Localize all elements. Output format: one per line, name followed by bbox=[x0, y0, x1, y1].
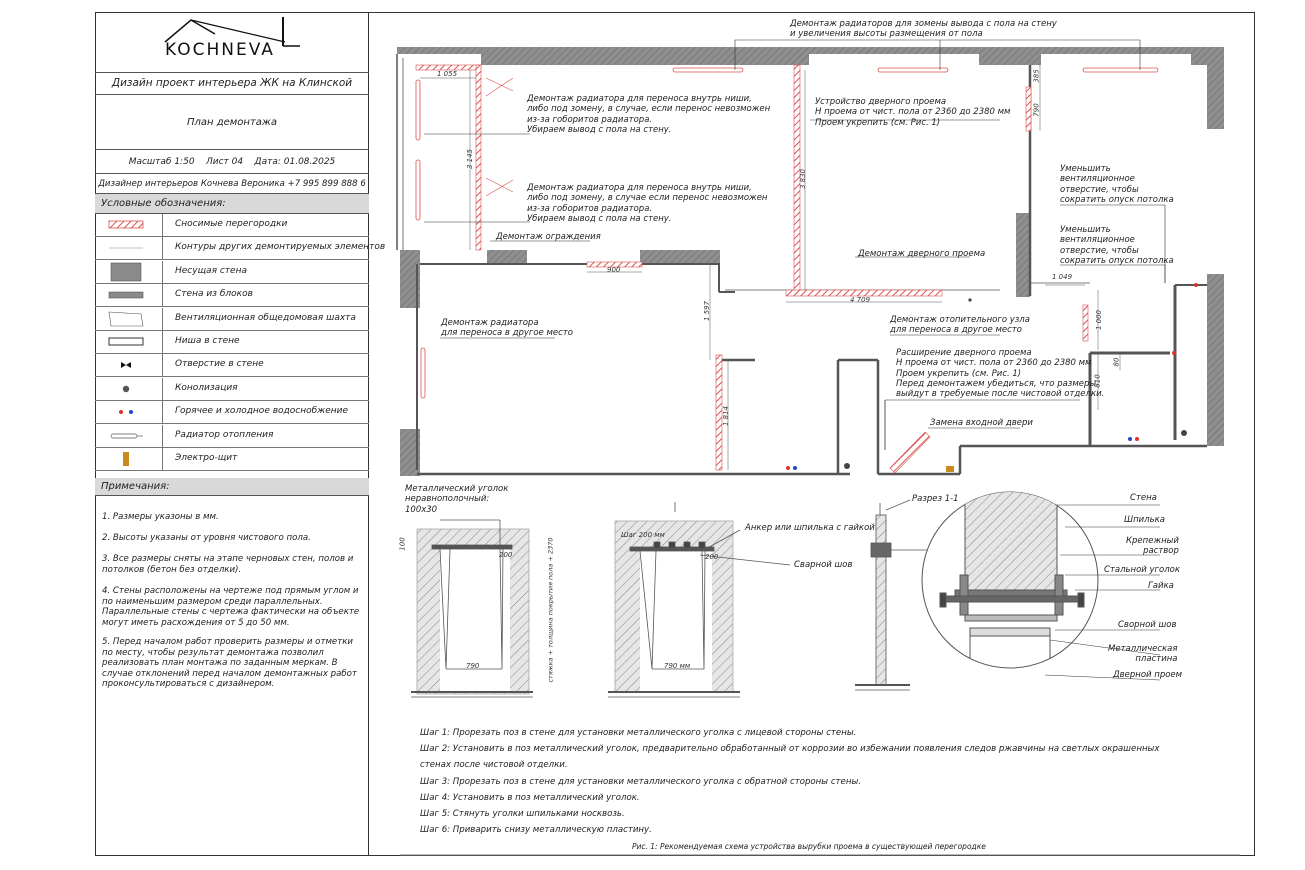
step-item: Шаг 4: Установить в поз металлический уголок. bbox=[420, 792, 640, 803]
ann-heating-node: Демонтаж отопительного узла для переноса в другое место bbox=[890, 315, 1030, 336]
dim-790: 790 bbox=[1032, 103, 1041, 117]
dim-1055: 1 055 bbox=[437, 70, 458, 78]
legend-label: Горячее и холодное водоснобжение bbox=[175, 406, 349, 417]
detail-steel-angle-label: Стальной уголок bbox=[1104, 565, 1180, 575]
project-title: Дизайн проект интерьера ЖК на Клинской bbox=[95, 72, 369, 95]
ann-vent-1: Уменьшить вентиляционное отверстие, чтобы сократить опуск потолка bbox=[1060, 164, 1174, 205]
dim-3145: 3 145 bbox=[466, 148, 475, 170]
step-item: Шаг 6: Приварить снизу металлическую пластину. bbox=[420, 825, 652, 836]
legend-label: Конолизация bbox=[175, 382, 238, 393]
legend-label: Ниша в стене bbox=[175, 336, 240, 346]
detail-plate-label: Металлическая пластина bbox=[1108, 644, 1178, 665]
detail-stud-label: Шпилька bbox=[1124, 515, 1165, 525]
dim-1049: 1 049 bbox=[1052, 273, 1073, 281]
ann-entrance-door: Замена входной двери bbox=[930, 418, 1033, 428]
ann-radiator-move: Демонтаж радиатора для переноса в другое место bbox=[441, 318, 573, 339]
detail-height-note: стяжка + толщина покрытия пола + 2370 bbox=[546, 537, 555, 683]
detail-dim-790: 790 bbox=[466, 662, 480, 670]
ann-radiators-top: Демонтаж радиаторов для зомены вывода с пола на стену и увеличения высоты размещения от пола bbox=[790, 19, 1057, 40]
dim-385: 385 bbox=[1032, 69, 1041, 83]
dim-810: 810 bbox=[1093, 374, 1102, 388]
sheet-name: План демонтажа bbox=[95, 95, 369, 150]
note-item: 1. Размеры указоны в мм. bbox=[102, 512, 219, 522]
detail-section-label: Разрез 1-1 bbox=[912, 494, 959, 504]
ann-door-demolish: Демонтаж дверного проема bbox=[858, 249, 986, 259]
step-item: Шаг 3: Прорезать поз в стене для установки металлического уголка с обратной стороны стены. bbox=[420, 776, 861, 787]
dim-1000: 1 000 bbox=[1095, 309, 1104, 331]
legend-label: Электро-щит bbox=[175, 453, 238, 463]
dim-900: 900 bbox=[607, 266, 621, 274]
detail-angle-front bbox=[411, 520, 533, 697]
legend-label: Радиатор отопления bbox=[175, 429, 274, 440]
notes-header: Примечания: bbox=[95, 478, 369, 496]
ann-radiator-niche-1: Демонтаж радиатора для переноса внутрь ниши, либо под зомену, в случае, если перенос невозможен из-за гоборитов радиатора. Убираем вывод с пола на стену. bbox=[527, 94, 771, 135]
designer-info: Дизайнер интерьеров Кочнева Вероника +7 995 899 888 6 bbox=[95, 174, 369, 194]
dim-1814: 1 814 bbox=[722, 405, 731, 427]
step-item: Шаг 2: Установить в поз металлический уголок, предварительно обработанный от коррозии во избежании появления следов ржавчины на светлых окрашенных bbox=[420, 744, 1160, 755]
legend-label: Сносимые перегородки bbox=[175, 219, 288, 229]
detail-mortar-label: Крепежный раствор bbox=[1126, 536, 1179, 557]
detail-dim-100: 100 bbox=[398, 537, 407, 551]
detail-dim-790mm: 790 мм bbox=[664, 662, 691, 670]
step-item: стенах после чистовой отделки. bbox=[420, 760, 568, 771]
ann-railing: Демонтаж ограждения bbox=[496, 232, 601, 242]
detail-anchor-label: Анкер или шпилька с гайкой bbox=[745, 523, 875, 533]
detail-angle-label: Металлический уголок неравнополочный: 100х30 bbox=[405, 484, 509, 515]
ann-door-opening-device: Устройство дверного проема H проема от чист. пола от 2360 до 2380 мм Проем укрепить (см. Рис. 1) bbox=[815, 97, 1011, 128]
legend-label: Несущая стена bbox=[175, 265, 247, 276]
dim-4709: 4 709 bbox=[850, 296, 871, 304]
legend-label: Вентиляционная общедомовая шахта bbox=[175, 312, 356, 323]
dim-80: 80 bbox=[1112, 357, 1121, 367]
step-item: Шаг 1: Прорезать поз в стене для установки металлического уголка с лицевой стороны стены. bbox=[420, 728, 857, 738]
logo-text: KOCHNEVA bbox=[165, 40, 275, 60]
note-item: 3. Все размеры сняты на этапе черновых стен, полов и потолков (бетон без отделки). bbox=[102, 554, 354, 575]
detail-step-200: Шаг 200 мм bbox=[621, 531, 665, 539]
sheet-meta: Масштаб 1:50 Лист 04 Дата: 01.08.2025 bbox=[95, 150, 369, 174]
note-item: 4. Стены расположены на чертеже под прямым углом и по наименьшим размером среди параллельных. Параллельные стены с чертежа фактически на объекте могут иметь расхождения от 5 до 50 мм. bbox=[102, 586, 360, 628]
dim-3830: 3 830 bbox=[799, 168, 808, 190]
detail-dim-200a: 200 bbox=[499, 551, 513, 559]
detail-wall-label: Стена bbox=[1130, 493, 1157, 503]
dim-1597: 1 597 bbox=[703, 300, 712, 322]
detail-nut-label: Гайка bbox=[1148, 581, 1174, 591]
legend-label: Контуры других демонтируемых элементов bbox=[175, 242, 386, 253]
ann-door-widen: Расширение дверного проема H проема от чист. пола от 2360 до 2380 мм Проем укрепить (см. Рис. 1) Перед демонтажем убедиться, что размеры выйдут в требуемые после чистовой отделки. bbox=[896, 348, 1105, 400]
note-item: 2. Высоты указаны от уровня чистового пола. bbox=[102, 533, 311, 543]
detail-weld2-label: Сворной шов bbox=[1118, 620, 1177, 630]
legend-label: Отверстие в стене bbox=[175, 359, 264, 370]
detail-weld-label: Сварной шов bbox=[794, 560, 853, 570]
detail-doorway-label: Дверной проем bbox=[1113, 670, 1183, 680]
step-item: Шаг 5: Стянуть уголки шпильками носквозь. bbox=[420, 809, 625, 819]
legend-label: Стена из блоков bbox=[175, 289, 253, 300]
figure-caption: Рис. 1: Рекомендуемая схема устройства вырубки проема в существующей перегородке bbox=[632, 842, 986, 851]
note-item: 5. Перед началом работ проверить размеры и отметки по месту, чтобы результат демонтажа позволил реализовать план монтажа по заданным меркам. В случае отклонений перед началом демонтажных работ проконсультироваться с дизайнером. bbox=[102, 637, 357, 689]
ann-radiator-niche-2: Демонтаж радиатора для переноса внутрь ниши, либо под зомену, в случае если перенос невозможен из-за гоборитов радиатора. Убираем вывод с пола на стену. bbox=[527, 183, 768, 224]
legend-header: Условные обозначения: bbox=[95, 194, 369, 214]
detail-dim-200b: 200 bbox=[705, 553, 719, 561]
ann-vent-2: Уменьшить вентиляционное отверстие, чтобы сократить опуск потолка bbox=[1060, 225, 1174, 266]
